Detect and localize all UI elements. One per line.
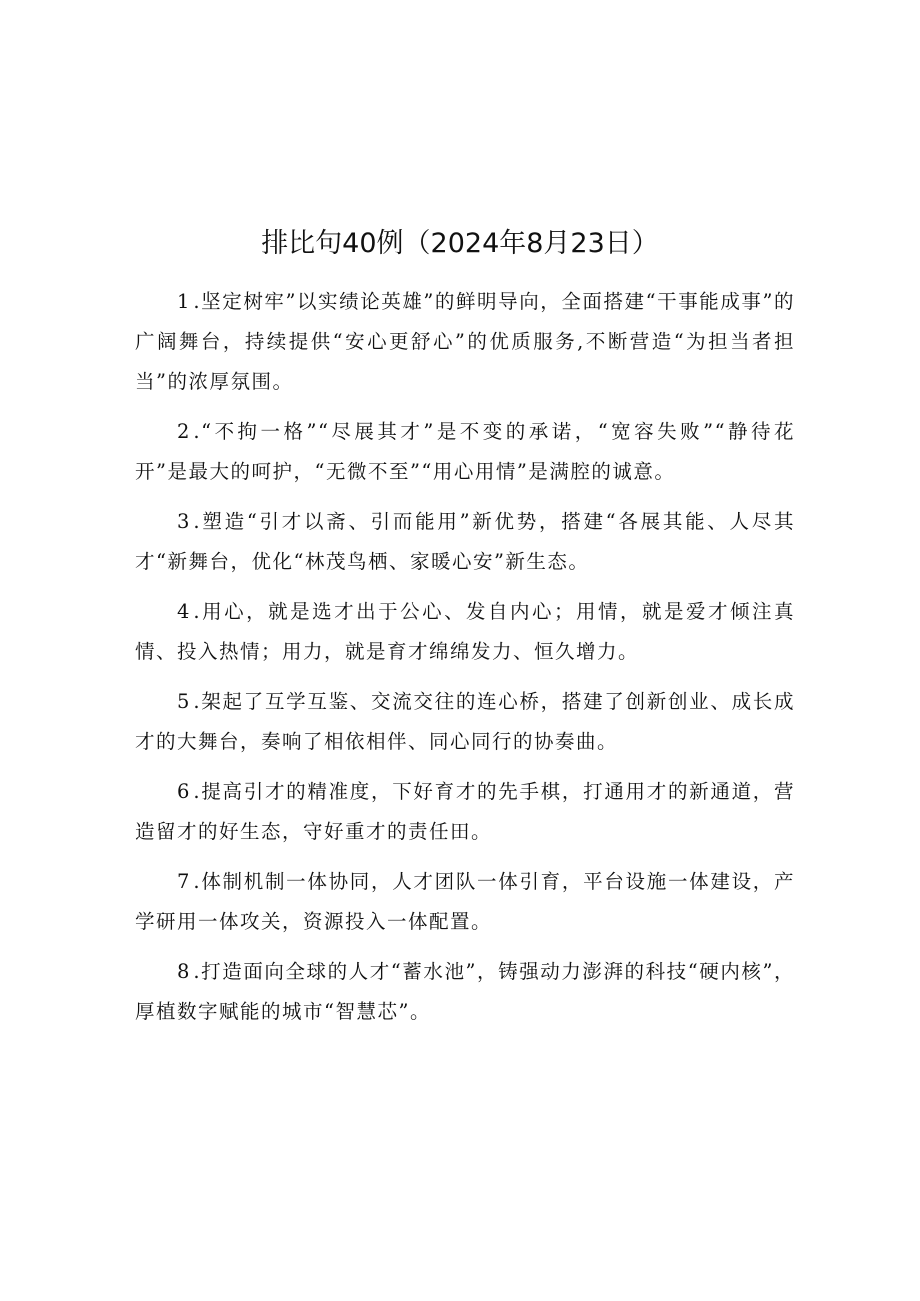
list-item: [135, 502, 795, 582]
item-text: .提高引才的精准度，下好育才的先手棋，打通用才的新通道，营造留才的好生态，守好重才的责任田。: [135, 780, 795, 843]
item-text: .用心，就是选才出于公心、发自内心；用情，就是爱才倾注真情、投入热情；用力，就是育才绵绵发力、恒久增力。: [135, 600, 795, 663]
list-item: [135, 682, 795, 762]
item-text: .体制机制一体协同，人才团队一体引育，平台设施一体建设，产学研用一体攻关，资源投入一体配置。: [135, 870, 795, 933]
list-item: [135, 952, 795, 1032]
list-item: [135, 282, 795, 402]
item-number: 2: [177, 420, 194, 443]
item-text: .打造面向全球的人才“蓄水池”，铸强动力澎湃的科技“硬内核”，厚植数字赋能的城市“智慧芯”。: [135, 960, 795, 1023]
item-text: .坚定树牢”以实绩论英雄”的鲜明导向，全面搭建“干事能成事”的广阔舞台，持续提供“安心更舒心”的优质服务,不断营造“为担当者担当”的浓厚氛围。: [135, 290, 795, 393]
list-item: [135, 862, 795, 942]
item-number: 6: [177, 780, 194, 803]
item-text: .塑造“引才以斋、引而能用”新优势，搭建“各展其能、人尽其才“新舞台，优化“林茂鸟栖、家暖心安”新生态。: [135, 510, 795, 573]
item-number: 3: [177, 510, 194, 533]
item-text: .“不拘一格”“尽展其才”是不变的承诺，“宽容失败”“静待花开”是最大的呵护，“无微不至”“用心用情”是满腔的诚意。: [135, 420, 795, 483]
item-number: 8: [177, 960, 194, 983]
list-item: [135, 412, 795, 492]
list-item: [135, 772, 795, 852]
item-number: 5: [177, 690, 194, 713]
item-number: 4: [177, 600, 194, 623]
item-number: 1: [177, 290, 194, 313]
item-number: 7: [177, 870, 194, 893]
item-text: .架起了互学互鉴、交流交往的连心桥，搭建了创新创业、成长成才的大舞台，奏响了相依相伴、同心同行的协奏曲。: [135, 690, 795, 753]
list-item: [135, 592, 795, 672]
document-title: 排比句40例（2024年8月23日）: [261, 228, 659, 259]
document-body: [135, 282, 795, 1042]
